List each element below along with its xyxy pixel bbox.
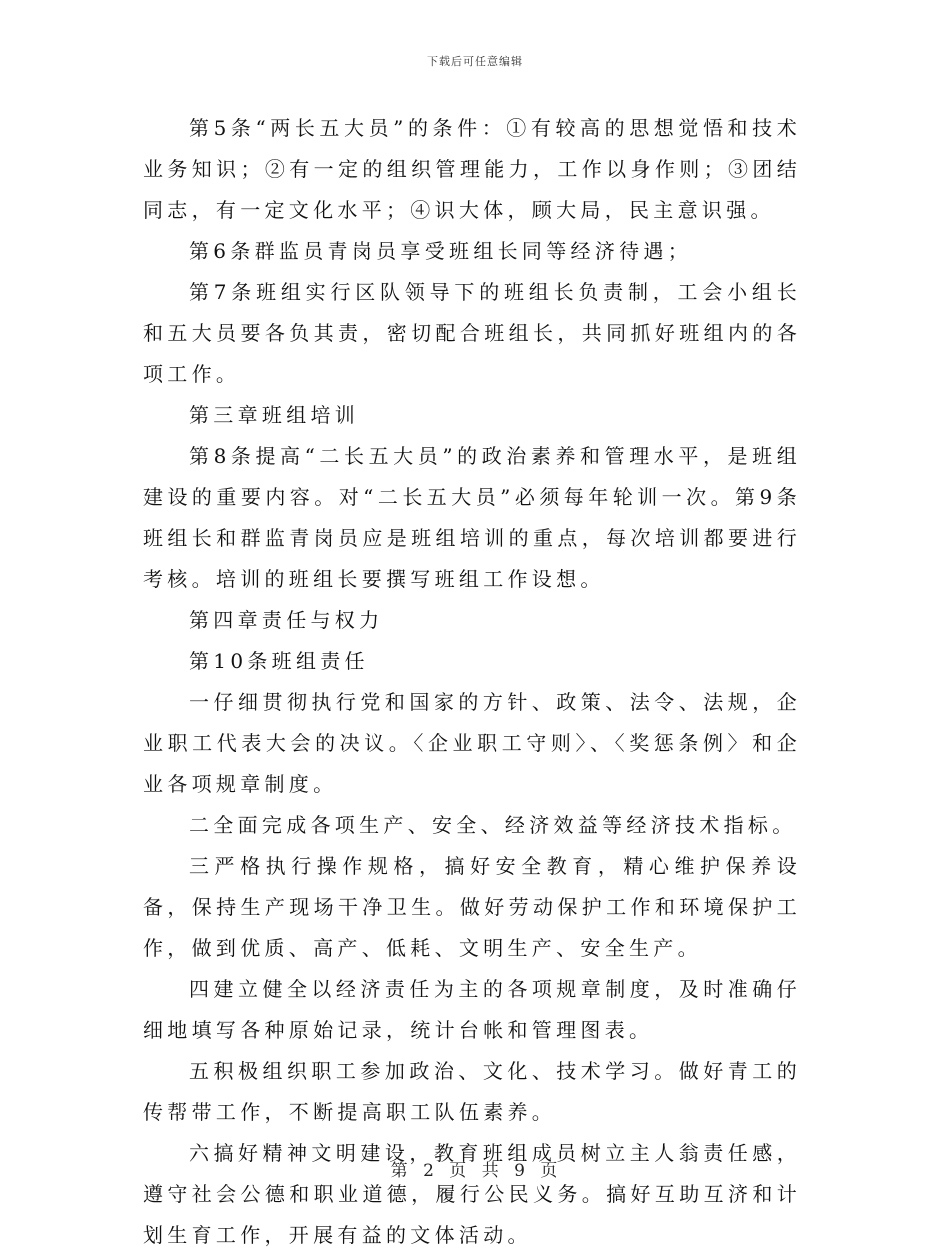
list-item-2: 二全面完成各项生产、安全、经济效益等经济技术指标。 — [189, 813, 797, 837]
paragraph-article-6: 第6条群监员青岗员享受班组长同等经济待遇； — [189, 239, 693, 263]
header-note: 下载后可任意编辑 — [427, 55, 523, 68]
article-heading-10: 第10条班组责任 — [189, 649, 369, 673]
paragraph-article-5: 第5条“两长五大员”的条件：①有较高的思想觉悟和技术业务知识；②有一定的组织管理能力，工作以身作则；③团结同志，有一定文化水平；④识大体，顾大局，民主意识强。 — [143, 116, 801, 222]
list-item-6: 六搞好精神文明建设，教育班组成员树立主人翁责任感，遵守社会公德和职业道德，履行公民义务。搞好互助互济和计划生育工作，开展有益的文体活动。 — [143, 1141, 801, 1247]
paragraph-article-8-9: 第8条提高“二长五大员”的政治素养和管理水平，是班组建设的重要内容。对“二长五大员”必须每年轮训一次。第9条班组长和群监青岗员应是班组培训的重点，每次培训都要进行考核。培训的班组长要撰写班组工作设想。 — [143, 444, 801, 591]
list-item-5: 五积极组织职工参加政治、文化、技术学习。做好青工的传帮带工作，不断提高职工队伍素养。 — [143, 1059, 801, 1124]
list-item-4: 四建立健全以经济责任为主的各项规章制度，及时准确仔细地填写各种原始记录，统计台帐和管理图表。 — [143, 977, 801, 1042]
page-number: 第 2 页 共 9 页 — [390, 1161, 560, 1181]
list-item-3: 三严格执行操作规格，搞好安全教育，精心维护保养设备，保持生产现场干净卫生。做好劳动保护工作和环境保护工作，做到优质、高产、低耗、文明生产、安全生产。 — [143, 854, 801, 960]
list-item-1: 一仔细贯彻执行党和国家的方针、政策、法令、法规，企业职工代表大会的决议。〈企业职工守则〉、〈奖惩条例〉和企业各项规章制度。 — [143, 690, 801, 796]
chapter-heading-3: 第三章班组培训 — [189, 403, 360, 427]
chapter-heading-4: 第四章责任与权力 — [189, 608, 384, 632]
paragraph-article-7: 第7条班组实行区队领导下的班组长负责制，工会小组长和五大员要各负其责，密切配合班组长，共同抓好班组内的各项工作。 — [143, 280, 801, 386]
document-body — [143, 108, 801, 1256]
